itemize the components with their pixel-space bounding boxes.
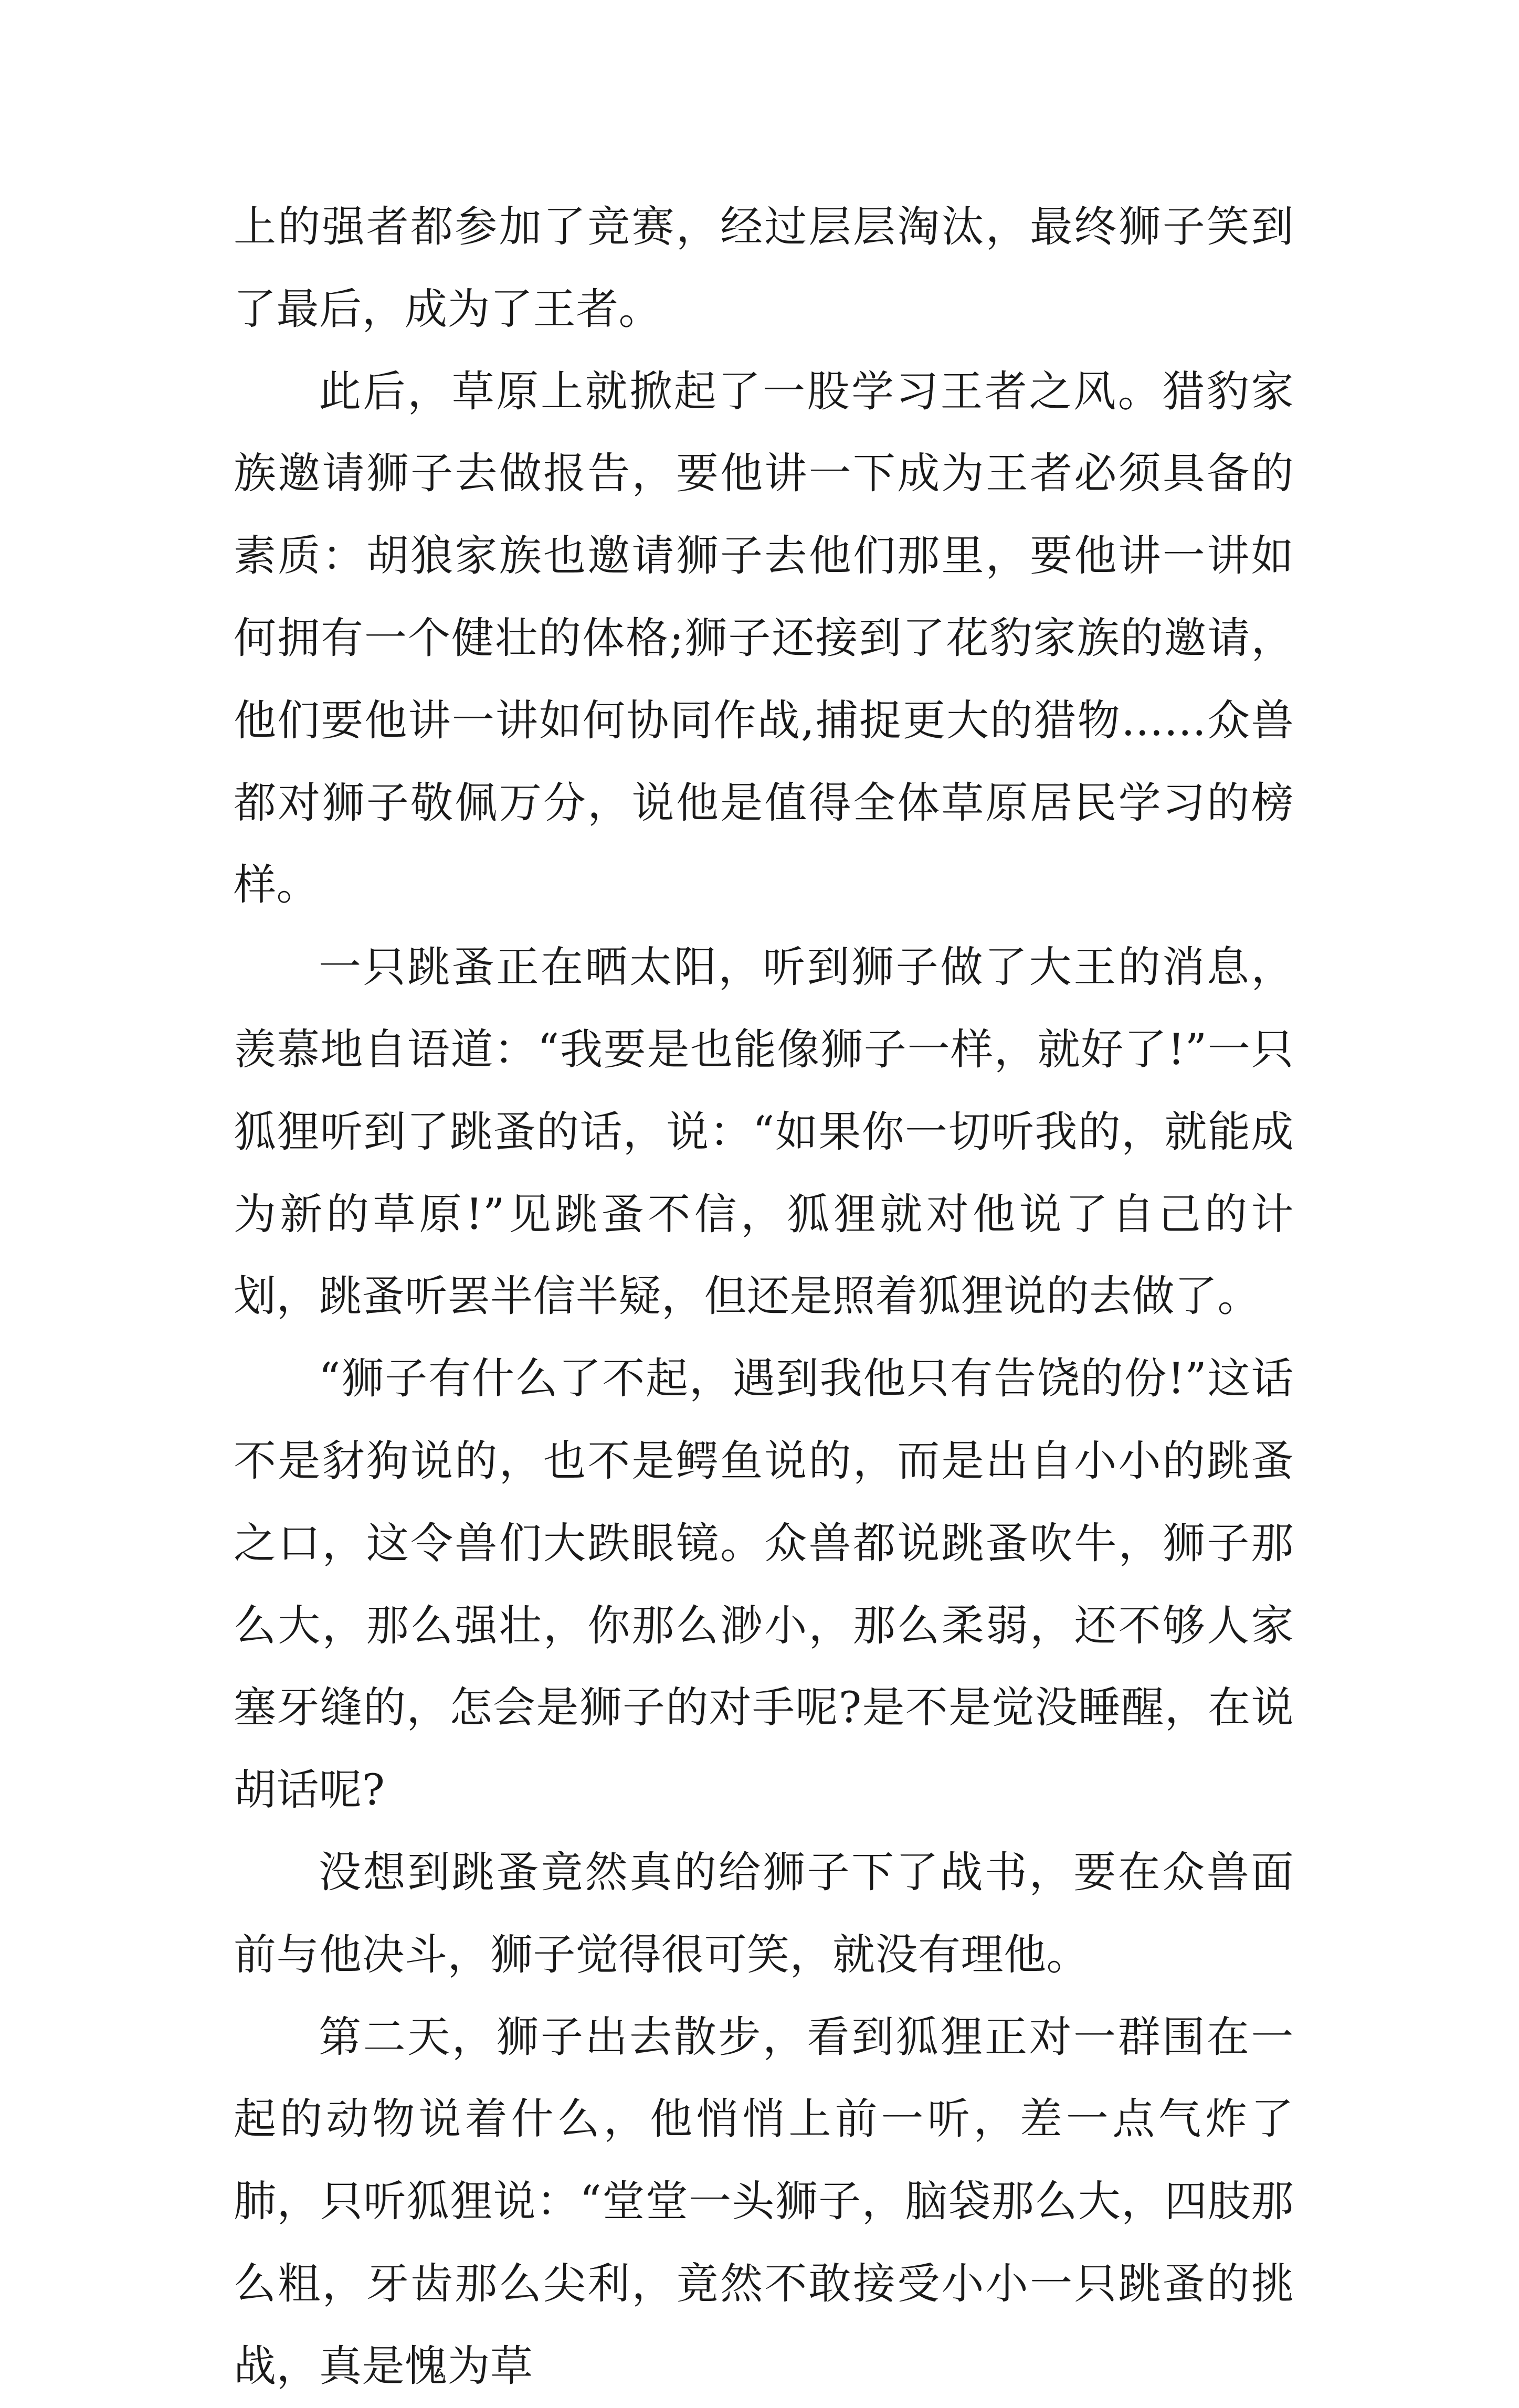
body-text [234,186,1294,2408]
paragraph: 一只跳蚤正在晒太阳，听到狮子做了大王的消息，羡慕地自语道：“我要是也能像狮子一样，就好了!”一只狐狸听到了跳蚤的话，说：“如果你一切听我的，就能成为新的草原!”见跳蚤不信，狐狸就对他说了自己的计划，跳蚤听罢半信半疑，但还是照着狐狸说的去做了。 [234,943,1294,1322]
paragraph: “狮子有什么了不起，遇到我他只有告饶的份!”这话不是豺狗说的，也不是鳄鱼说的，而是出自小小的跳蚤之口，这令兽们大跌眼镜。众兽都说跳蚤吹牛，狮子那么大，那么强壮，你那么渺小，那么柔弱，还不够人家塞牙缝的，怎会是狮子的对手呢?是不是觉没睡醒，在说胡话呢? [234,1354,1294,1816]
paragraph: 第二天，狮子出去散步，看到狐狸正对一群围在一起的动物说着什么，他悄悄上前一听，差一点气炸了肺，只听狐狸说：“堂堂一头狮子，脑袋那么大，四肢那么粗，牙齿那么尖利，竟然不敢接受小小一只跳蚤的挑战，真是愧为草 [234,2012,1294,2391]
paragraph: 此后，草原上就掀起了一股学习王者之风。猎豹家族邀请狮子去做报告，要他讲一下成为王者必须具备的素质：胡狼家族也邀请狮子去他们那里，要他讲一讲如何拥有一个健壮的体格;狮子还接到了花豹家族的邀请，他们要他讲一讲如何协同作战,捕捉更大的猎物……众兽都对狮子敬佩万分，说他是值得全体草原居民学习的榜样。 [234,367,1294,910]
paragraph: 上的强者都参加了竞赛，经过层层淘汰，最终狮子笑到了最后，成为了王者。 [234,203,1294,334]
paragraph: 没想到跳蚤竟然真的给狮子下了战书，要在众兽面前与他决斗，狮子觉得很可笑，就没有理他。 [234,1848,1294,1980]
